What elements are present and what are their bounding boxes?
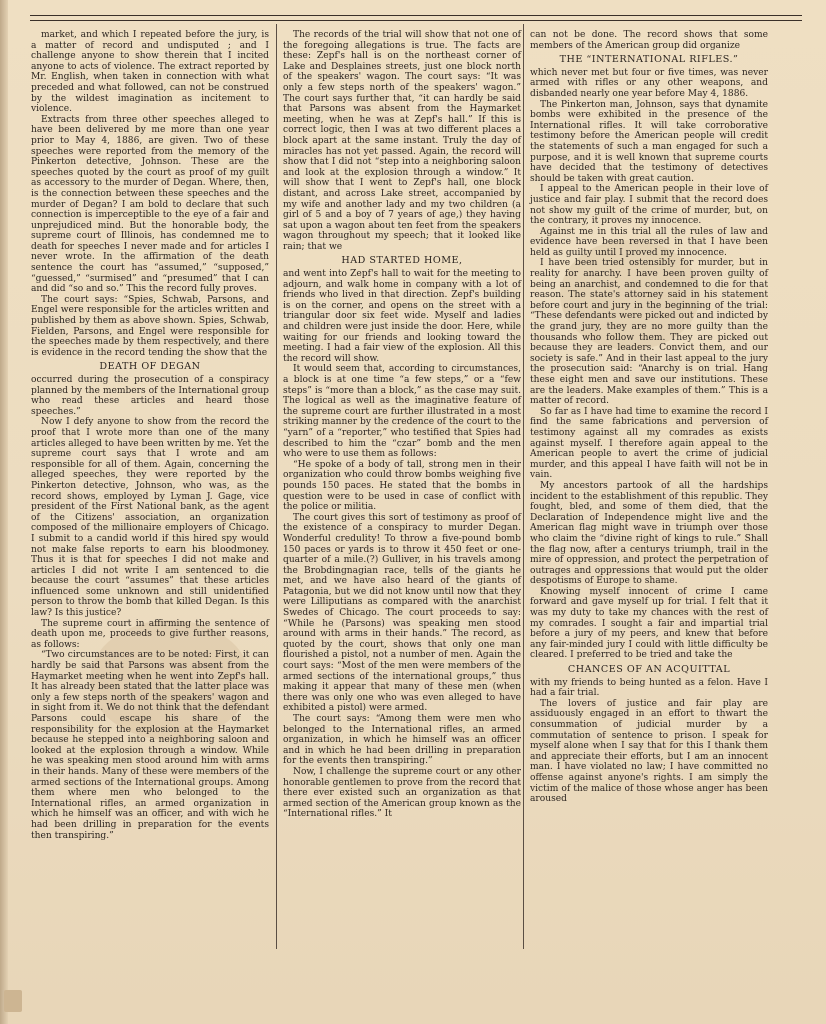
paragraph: Extracts from three other speeches alleged to have been delivered by me more than one year prior to May 4, 1886, are given. Two of these speeches were reported from the memory of the Pinkerton detective, Johnson. These are the speeches quoted by the court as proof of my guilt as accessory to the murder of Degan. Where, then, is the connection between these speeches and the murder of Degan? I am bold to declare that such connection is imperceptible to the eye of a fair and unprejudiced mind. But the honorable body, the supreme court of Illinois, has condemned me to death for speeches I never made and for articles I never wrote. In the affirmation of the death sentence the court has “assumed,” “supposed,” “guessed,” “surmised” and “presumed” that I can and did “so and so.” This the record fully proves. [31,114,269,295]
paragraph: The court gives this sort of testimony as proof of the existence of a conspiracy to murder Degan. Wonderful credulity! To throw a five-pound bomb 150 paces or yards is to throw it 450 feet or one-quarter of a mile.(?) Gulliver, in his travels among the Brobdingnagian race, tells of the giants he met, and we have also heard of the giants of Patagonia, but we did not know until now that they were Lilliputians as compared with the anarchist Swedes of Chicago. The court proceeds to say: “While he (Parsons) was speaking men stood around with arms in their hands.” The record, as quoted by the court, shows that only one man flourished a pistol, not a number of men. Again the court says: “Most of the men were members of the armed sections of the international groups,” thus making it appear that many of these men (when there was only one who was even alleged to have exhibited a pistol) were armed. [283,512,521,714]
paragraph: and went into Zepf's hall to wait for the meeting to adjourn, and walk home in company with a lot of friends who lived in that direction. Zepf's building is on the corner, and opens on the street with a triangular door six feet wide. Myself and ladies and children were just inside the door. Here, while waiting for our friends and looking toward the meeting. I had a fair view of the explosion. All this the record will show. [283,269,521,364]
paragraph: The Pinkerton man, Johnson, says that dynamite bombs were exhibited in the presence of the International rifles. It will take corroborative testimony before the American people will credit the statements of such a man engaged for such a purpose, and it is well known that supreme courts have decided that the testimony of detectives should be taken with great caution. [530,99,768,184]
paragraph: I have been tried ostensibly for murder, but in reality for anarchy. I have been proven guilty of being an anarchist, and condemned to die for that reason. The state's attorney said in his statement before court and jury in the beginning of the trial: “These defendants were picked out and indicted by the grand jury, they are no more guilty than the thousands who follow them. They are picked out because they are leaders. Convict them, and our society is safe.” And in their last appeal to the jury the prosecution said: “Anarchy is on trial. Hang these eight men and save our institutions. These are the leaders. Make examples of them.” This is a matter of record. [530,258,768,407]
page-corner-tab [4,990,22,1012]
paragraph: “He spoke of a body of tall, strong men in their organization who could throw bombs weighing five pounds 150 paces. He stated that the bombs in question were to be used in case of conflict with the police or militia. [283,459,521,513]
paragraph: The records of the trial will show that not one of the foregoing allegations is true. The facts are these: Zepf's hall is on the northeast corner of Lake and Desplaines streets, just one block north of the speakers' wagon. The court says: “It was only a few steps north of the speakers' wagon.” The court says further that, “it can hardly be said that Parsons was absent from the Haymarket meeting, when he was at Zepf's hall.” If this is correct logic, then I was at two different places a block apart at the same instant. Truly the day of miracles has not yet passed. Again, the record will show that I did not “step into a neighboring saloon and look at the explosion through a window.” It will show that I went to Zepf's hall, one block distant, and across Lake street, accompanied by my wife and another lady and my two children (a girl of 5 and a boy of 7 years of age,) they having sat upon a wagon about ten feet from the speakers wagon throughout my speech; that it looked like rain; that we [283,30,521,252]
paragraph: “Two circumstances are to be noted: First, it can hardly be said that Parsons was absent from the Haymarket meeting when he went into Zepf's hall. It has already been stated that the latter place was only a few steps north of the speakers' wagon and in sight from it. We do not think that the defendant Parsons could escape his share of the responsibility for the explosion at the Haymarket because he stepped into a neighboring saloon and looked at the explosion through a window. While he was speaking men stood around him with arms in their hands. Many of these were members of the armed sections of the International groups. Among them where men who belonged to the International rifles, an armed organization in which he himself was an officer, and with wich he had been drilling in preparation for the events then transpiring.” [31,650,269,841]
paragraph: Against me in this trial all the rules of law and evidence have been reversed in that I have been held as guilty until I proved my innocence. [530,226,768,258]
paragraph: occurred during the prosecution of a conspiracy planned by the members of the International group who read these articles and heard those speeches.” [31,375,269,417]
header-rule [30,20,802,21]
paragraph: My ancestors partook of all the hardships incident to the establishment of this republic. They fought, bled, and some of them died, that the Declaration of Independence might live and the American flag might wave in triumph over those who claim the “divine right of kings to rule.” Shall the flag now, after a centurys triumph, trail in the mire of oppression, and protect the perpetration of outrages and oppressions that would put the older despotisms of Europe to shame. [530,480,768,587]
paragraph: which never met but four or five times, was never armed with rifles or any other weapons, and disbanded nearly one year before May 4, 1886. [530,67,768,99]
page-edge-shadow [0,0,8,1024]
section-heading: THE “INTERNATIONAL RIFLES.” [559,54,739,66]
paragraph: I appeal to the American people in their love of justice and fair play. I submit that the record does not show my guilt of the crime of murder, but, on the contrary, it proves my innocence. [530,184,768,227]
paragraph: The lovers of justice and fair play are assiduously engaged in an effort to thwart the consummation of judicial murder by a commutation of sentence to prison. I speak for myself alone when I say that for this I thank them and appreciate their efforts, but I am an innocent man. I have violated no law; I have committed no offense against anyone's rights. I am simply the victim of the malice of those whose anger has been aroused [530,698,768,805]
text-column-2 [283,30,521,820]
paragraph: with my friends to being hunted as a felon. Have I had a fair trial. [530,677,768,699]
paragraph: The court says: “Spies, Schwab, Parsons, and Engel were responsible for the articles written and published by them as above shown. Spies, Schwab, Fielden, Parsons, and Engel were responsible for the speeches made by them respectively, and there is evidence in the record tending the show that the [31,294,269,358]
section-heading: CHANCES OF AN ACQUITTAL [567,664,731,676]
paragraph: can not be done. The record shows that some members of the American group did organize [530,30,768,51]
section-heading: DEATH OF DEGAN [99,361,201,373]
paragraph: Now, I challenge the supreme court or any other honorable gentlemen to prove from the record that there ever existed such an organization as that armed section of the American group known as the “International rifles.” It [283,766,521,820]
header-rule [30,15,802,16]
text-column-3 [530,30,768,805]
paragraph: It would seem that, according to circumstances, a block is at one time “a few steps,” or a “few steps” is “more than a block,” as the case may suit. The logical as well as the imaginative feature of the supreme court are further illustrated in a most striking manner by the credence of the court to the “yarn” of a “reporter,” who testified that Spies had described to him the “czar” bomb and the men who were to use them as follows: [283,364,521,460]
paragraph: The court says: “Among them were men who belonged to the International rifles, an armed organization, in which he himself was an officer and in which he had been drilling in preparation for the events then transpiring.” [283,714,521,767]
paragraph: Now I defy anyone to show from the record the proof that I wrote more than one of the many articles alleged to have been written by me. Yet the supreme court says that I wrote and am responsible for all of them. Again, concerning the alleged speeches, they were reported by the Pinkerton detective, Johnson, who was, as the record shows, employed by Lyman J. Gage, vice president of the First National bank, as the agent of the Citizens' association, an organization composed of the millionaire employers of Chicago. I submit to a candid world if this hired spy would not make false reports to earn his bloodmoney. Thus it is that for speeches I did not make and articles I did not write I am sentenced to die because the court “assumes” that these articles influenced some unknown and still unidentified person to throw the bomb that killed Degan. Is this law? Is this justice? [31,417,269,619]
paragraph: Knowing myself innocent of crime I came forward and gave myself up for trial. I felt that it was my duty to take my chances with the rest of my comrades. I sought a fair and impartial trial before a jury of my peers, and knew that before any fair-minded jury I could with little difficulty be cleared. I preferred to be tried and take the [530,586,768,661]
column-divider [276,24,277,949]
paragraph: So far as I have had time to examine the record I find the same fabrications and perversion of testimony against all my comrades as exists against myself. I therefore again appeal to the American people to avert the crime of judicial murder, and this appeal I have faith will not be in vain. [530,406,768,481]
paragraph: The supreme court in affirming the sentence of death upon me, proceeds to give further reasons, as follows: [31,618,269,650]
text-column-1 [31,30,269,841]
section-heading: HAD STARTED HOME, [341,255,463,267]
paragraph: market, and which I repeated before the jury, is a matter of record and undisputed ; and I challenge anyone to show therein that I incited anyone to acts of violence. The extract reported by Mr. English, when taken in connection with what preceded and what followed, can not be construed by the wildest imagination as incitement to violence. [31,30,269,115]
column-divider [523,24,524,949]
